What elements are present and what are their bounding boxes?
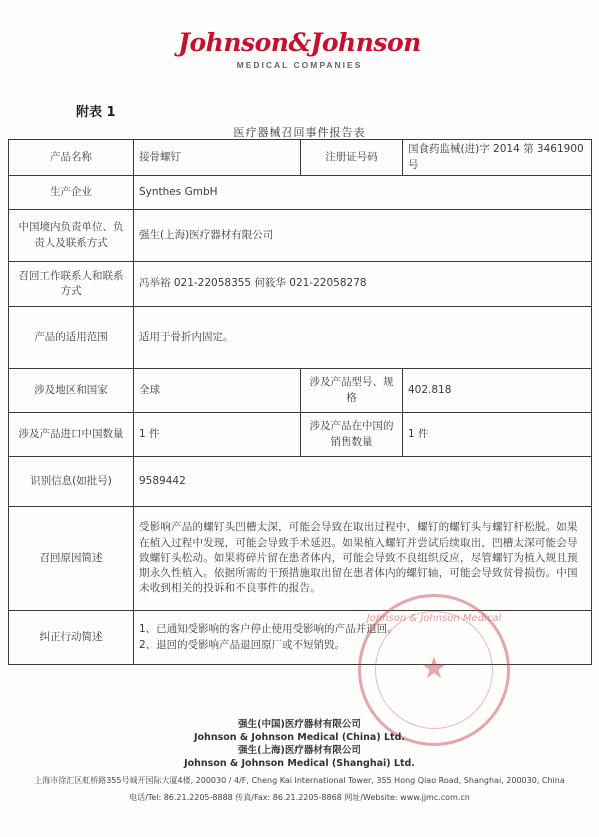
appendix-label: 附表 1: [76, 105, 116, 120]
reg-no-value: 国食药监械(进)字 2014 第 3461900 号: [403, 140, 592, 176]
reason-value: 受影响产品的螺钉头凹槽太深，可能会导致在取出过程中，螺钉的螺钉头与螺钉杆松脱。如果在植入过程中发现，可能会导致手术延迟。如果植入螺钉并尝试后续取出，凹槽太深可能会导致螺钉头松动。如果将碎片留在患者体内，可能会导致不良组织反应，尽管螺钉为植入规且预期永久性植入。依据所需的干预措施取出留在患者体内的螺钉轴，可能会导致贫骨损伤。中国未收到相关的投诉和不良事件的报告。: [134, 507, 592, 611]
identifier-label: 识别信息(如批号): [9, 457, 134, 507]
seal-star-icon: ★: [420, 651, 448, 686]
manufacturer-label: 生产企业: [9, 176, 134, 210]
scope-label: 产品的适用范围: [9, 307, 134, 369]
models-value: 402.818: [403, 369, 592, 413]
letterhead-footer: [0, 718, 599, 804]
china-agent-label: 中国境内负责单位、负责人及联系方式: [9, 210, 134, 262]
product-name-value: 接骨螺钉: [134, 140, 301, 176]
table-row: [9, 210, 592, 262]
table-row: [9, 140, 592, 176]
footer-contact: 电话/Tel: 86.21.2205-8888 传真/Fax: 86.21.2205-8868 网址/Website: www.jjmc.com.cn: [129, 793, 470, 802]
footer-company-cn-2: 强生(上海)医疗器材有限公司: [238, 745, 361, 756]
recall-contact-label: 召回工作联系人和联系方式: [9, 262, 134, 307]
action-item-2: 2、退回的受影响产品退回原厂或不短销毁。: [139, 638, 346, 651]
footer-address: 上海市徐汇区虹桥路355号城开国际大厦4楼, 200030 / 4/F, Cheng Kai International Tower, 355 Hong Qiao Road, Shanghai, 200030, China: [34, 776, 565, 785]
footer-company-en-2: Johnson & Johnson Medical (Shanghai) Ltd.: [184, 758, 415, 769]
table-row: [9, 507, 592, 611]
recall-report-table: [8, 139, 592, 665]
china-agent-value: 强生(上海)医疗器材有限公司: [134, 210, 592, 262]
company-logo: [0, 28, 599, 70]
sales-qty-value: 1 件: [403, 413, 592, 457]
reg-no-label: 注册证号码: [301, 140, 403, 176]
seal-text: Johnson & Johnson Medical: [366, 613, 502, 624]
sales-qty-label: 涉及产品在中国的销售数量: [301, 413, 403, 457]
product-name-label: 产品名称: [9, 140, 134, 176]
table-row: [9, 611, 592, 665]
manufacturer-value: Synthes GmbH: [134, 176, 592, 210]
action-item-1: 1、已通知受影响的客户停止使用受影响的产品并退回。: [139, 623, 398, 636]
brand-wordmark: Johnson&Johnson: [178, 28, 421, 57]
table-row: [9, 413, 592, 457]
table-row: [9, 262, 592, 307]
regions-value: 全球: [134, 369, 301, 413]
footer-company-en-1: Johnson & Johnson Medical (China) Ltd.: [194, 732, 405, 743]
models-label: 涉及产品型号、规格: [301, 369, 403, 413]
form-title: 医疗器械召回事件报告表: [233, 126, 366, 139]
table-row: [9, 176, 592, 210]
brand-division: MEDICAL COMPANIES: [236, 60, 363, 70]
action-label: 纠正行动简述: [9, 611, 134, 665]
action-value: [134, 611, 592, 665]
reason-label: 召回原因简述: [9, 507, 134, 611]
footer-company-cn-1: 强生(中国)医疗器材有限公司: [238, 719, 361, 730]
table-row: [9, 307, 592, 369]
scope-value: 适用于骨折内固定。: [134, 307, 592, 369]
import-qty-label: 涉及产品进口中国数量: [9, 413, 134, 457]
table-row: [9, 369, 592, 413]
recall-contact-value: 冯举裕 021-22058355 何筱华 021-22058278: [134, 262, 592, 307]
regions-label: 涉及地区和国家: [9, 369, 134, 413]
identifier-value: 9589442: [134, 457, 592, 507]
table-row: [9, 457, 592, 507]
import-qty-value: 1 件: [134, 413, 301, 457]
